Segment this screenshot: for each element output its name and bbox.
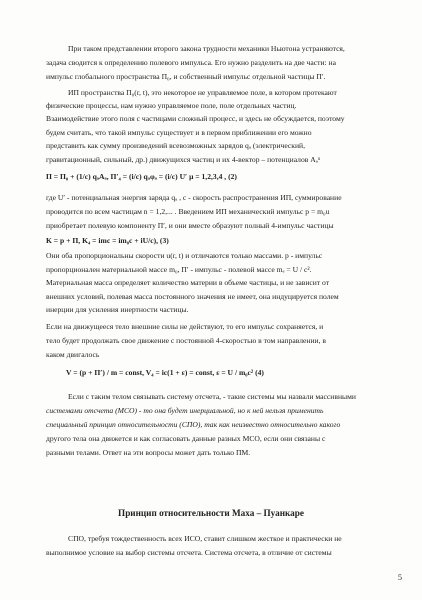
text-line-7: будем считать, что такой импульс существует и в первом приближении его можно [46, 128, 312, 137]
text-line-12: приобретает полевую компоненту Π′, и они вместе образуют полный 4-импульс частицы [46, 221, 334, 230]
text-line-10: где U′ - потенциальная энергия заряда qₐ , c - скорость распространения ИП, суммирование [46, 193, 342, 202]
text-line-27: выполнимое условие на выбор системы отсчета. Система отсчета, в отличие от системы [46, 548, 332, 557]
text-line-6: Взаимодействие этого поля с частицами сложный процесс, и здесь не обсуждается, поэтому [46, 114, 345, 123]
text-line-15: Материальная масса определяет количество материи в объеме частицы, и не зависит от [46, 278, 330, 287]
text-line-9: гравитационный, сильный, др.) движущихся частиц и их 4-вектор – потенциалов Aₐᵘ [46, 155, 321, 164]
page-number: 5 [398, 573, 402, 582]
text-line-18: Если на движущееся тело внешние силы не действуют, то его импульс сохраняется, и [46, 322, 324, 331]
text-line-2: задача сводится к определению полевого импульса. Его нужно разделить на две части: на [46, 58, 336, 67]
text-line-3: импульс глобального пространства Π₀, и собственный импульс отдельной частицы Π′. [46, 72, 326, 81]
text-line-20: каком двигалось [46, 350, 100, 359]
text-line-11: проводится по всем частицам n = 1,2,... . Введением ИП механический импульс p = m₀u [46, 207, 330, 216]
text-line-14: пропорционален материальной массе m₀, Π′ - импульс - полевой массе mₑ = U / c². [46, 265, 312, 274]
text-line-22: системами отсчета (МСО) - то она будет инерциальной, но к ней нельзя применить [46, 406, 324, 415]
text-line-16: внешних условий, полевая масса постоянного значения не имеет, она индуцируется полем [46, 292, 339, 301]
text-line-8: представить как сумму произведений всевозможных зарядов qₐ (электрический, [46, 141, 305, 150]
text-line-4: ИП пространства Π₀(r, t), это некоторое не управляемое поле, в котором протекают [68, 88, 337, 97]
text-line-24: другого тела она движется и как согласовать данные разных МСО, если они связаны с [46, 434, 326, 443]
text-line-19: тело будет продолжать свое движение с постоянной 4-скоростью в том направлении, в [46, 336, 326, 345]
text-line-17: инерции для усиления инертности частицы. [46, 305, 189, 314]
equation-3: K = p + Π, K₄ = imc = im₀c + iU/c), (3) [46, 236, 169, 245]
equation-2: Π = Π₀ + (1/c) qₐAₐ, Π′₄ = (i/c) qₐφₐ = (i/c) U′ μ = 1,2,3,4 , (2) [46, 172, 237, 181]
text-line-26: СПО, требуя тождественность всех ИСО, ставит слишком жесткое и практически не [68, 534, 342, 543]
text-line-5: физические процессы, нам нужно управляемое поле, поле отдельных частиц. [46, 101, 297, 110]
text-line-1: При таком представлении второго закона трудности механики Ньютона устраняются, [68, 44, 345, 53]
text-line-23: специальный принцип относительности (СПО), так как неизвестно относительно какого [46, 420, 341, 429]
section-heading: Принцип относительности Маха – Пуанкаре [118, 508, 304, 518]
text-line-21: Если с таким телом связывать систему отсчета, - такие системы мы назвали массивными [68, 392, 356, 401]
text-line-13: Они оба пропорциональны скорости u(r, t) и отличаются только массами. p - импульс [46, 251, 323, 260]
equation-4: V = (p + Π′) / m = const, V₄ = ic(1 + ε) = const, ε = U / m₀c² (4) [66, 368, 264, 377]
text-line-25: разными телами. Ответ на эти вопросы может дать только ПМ. [46, 448, 251, 457]
